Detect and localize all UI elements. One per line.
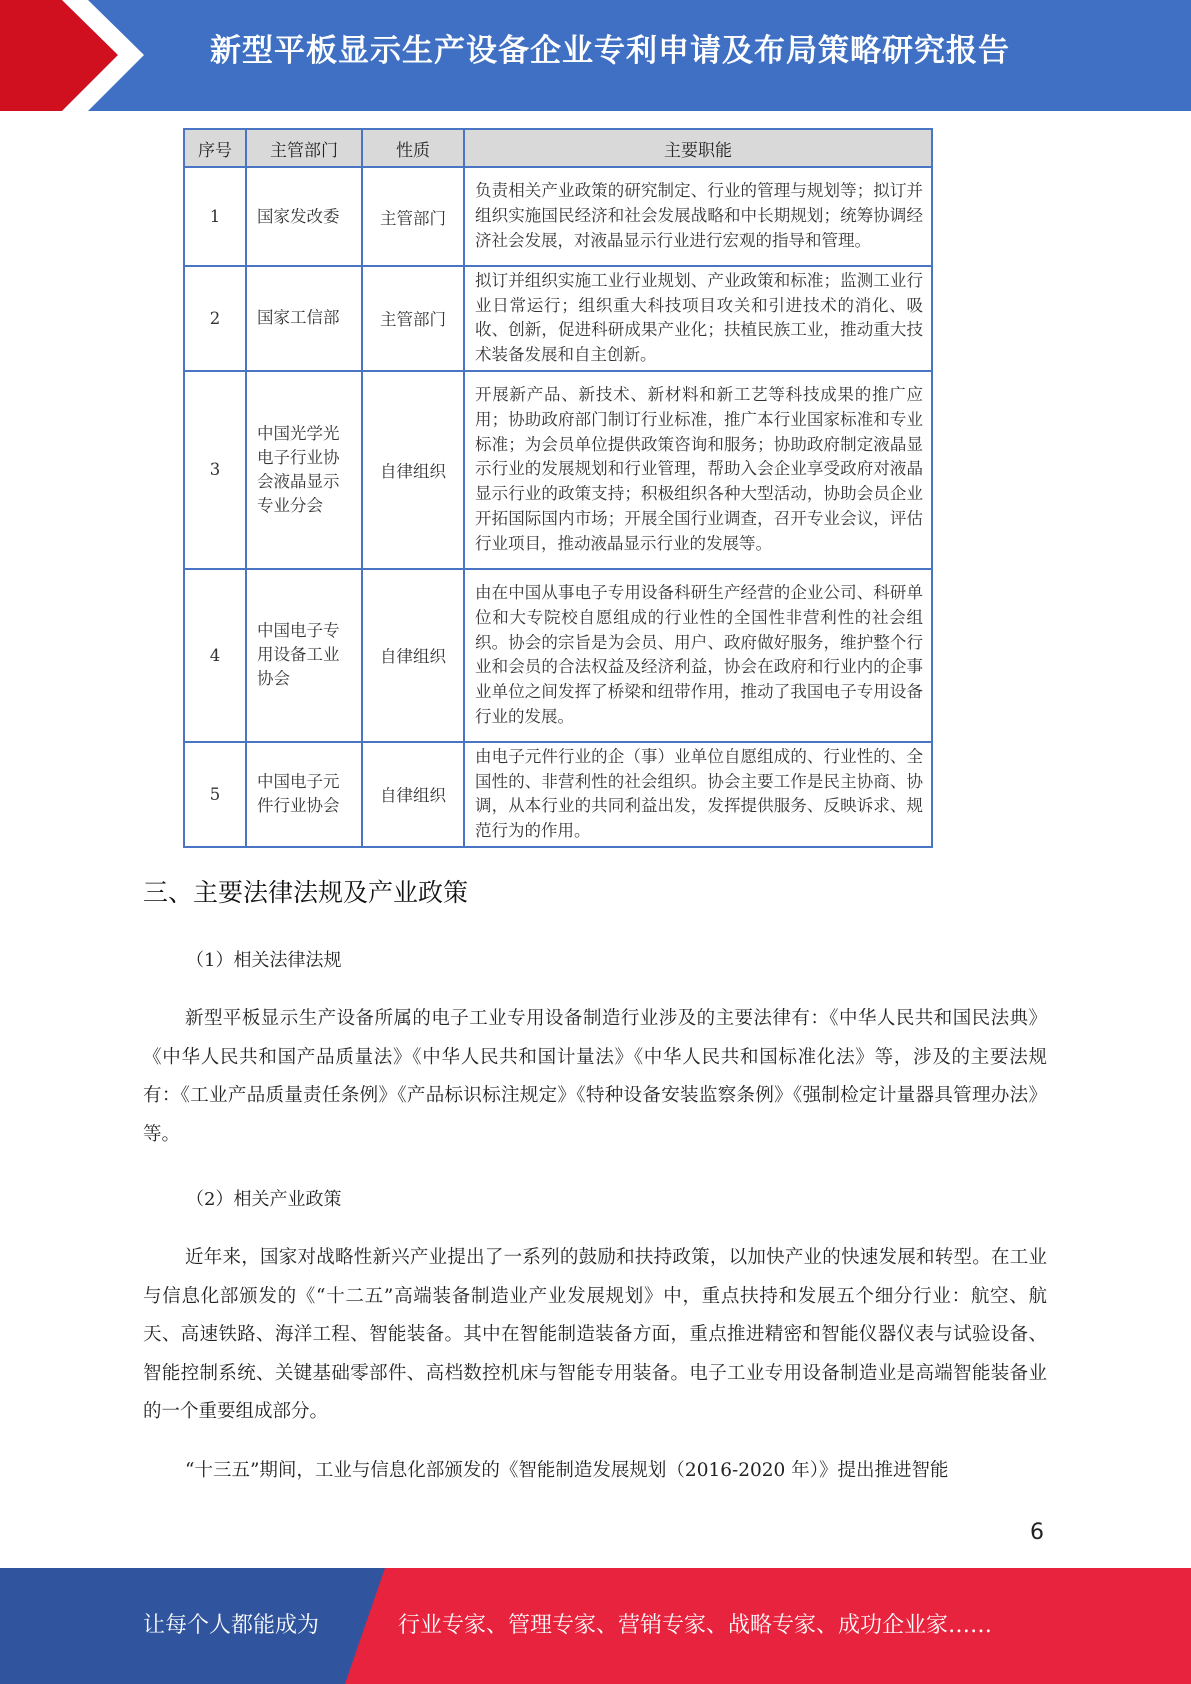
footer-slogan-right: 行业专家、管理专家、营销专家、战略专家、成功企业家……	[398, 1613, 993, 1638]
department-name: 国家工信部	[246, 266, 362, 371]
table-row	[184, 569, 932, 742]
column-header: 主管部门	[246, 129, 362, 167]
org-type: 主管部门	[362, 266, 464, 371]
main-duties: 由在中国从事电子专用设备科研生产经营的企业公司、科研单位和大专院校自愿组成的行业性的全国性非营利性的社会组织。协会的宗旨是为会员、用户、政府做好服务，维护整个行业和会员的合法权益及经济利益，协会在政府和行业内的企事业单位之间发挥了桥梁和纽带作用，推动了我国电子专用设备行业的发展。	[464, 569, 932, 742]
main-duties: 开展新产品、新技术、新材料和新工艺等科技成果的推广应用；协助政府部门制订行业标准，推广本行业国家标准和专业标准；为会员单位提供政策咨询和服务；协助政府制定液晶显示行业的发展规划和行业管理，帮助入会企业享受政府对液晶显示行业的政策支持；积极组织各种大型活动，协助会员企业开拓国际国内市场；开展全国行业调查，召开专业会议，评估行业项目，推动液晶显示行业的发展等。	[464, 371, 932, 569]
main-duties: 拟订并组织实施工业行业规划、产业政策和标准；监测工业行业日常运行；组织重大科技项目攻关和引进技术的消化、吸收、创新，促进科研成果产业化；扶植民族工业，推动重大技术装备发展和自主创新。	[464, 266, 932, 371]
row-number: 4	[184, 569, 246, 742]
table-header-row	[184, 129, 932, 167]
subheading-policy: （2）相关产业政策	[186, 1189, 342, 1210]
org-type: 自律组织	[362, 742, 464, 847]
department-name: 中国电子元件行业协会	[246, 742, 362, 847]
main-duties: 由电子元件行业的企（事）业单位自愿组成的、行业性的、全国性的、非营利性的社会组织。协会主要工作是民主协商、协调，从本行业的共同利益出发，发挥提供服务、反映诉求、规范行为的作用。	[464, 742, 932, 847]
department-name: 中国光学光电子行业协会液晶显示专业分会	[246, 371, 362, 569]
department-name: 国家发改委	[246, 167, 362, 266]
org-type: 自律组织	[362, 569, 464, 742]
section-heading: 三、主要法律法规及产业政策	[143, 878, 469, 907]
page-number: 6	[1030, 1520, 1044, 1545]
org-type: 主管部门	[362, 167, 464, 266]
report-title: 新型平板显示生产设备企业专利申请及布局策略研究报告	[210, 33, 1010, 69]
main-duties: 负责相关产业政策的研究制定、行业的管理与规划等；拟订并组织实施国民经济和社会发展战略和中长期规划；统筹协调经济社会发展，对液晶显示行业进行宏观的指导和管理。	[464, 167, 932, 266]
row-number: 1	[184, 167, 246, 266]
paragraph-laws: 新型平板显示生产设备所属的电子工业专用设备制造行业涉及的主要法律有：《中华人民共和国民法典》《中华人民共和国产品质量法》《中华人民共和国计量法》《中华人民共和国标准化法》等，涉及的主要法规有：《工业产品质量责任条例》《产品标识标注规定》《特种设备安装监察条例》《强制检定计量器具管理办法》等。	[143, 1008, 1047, 1145]
column-header: 性质	[362, 129, 464, 167]
department-name: 中国电子专用设备工业协会	[246, 569, 362, 742]
table-row	[184, 266, 932, 371]
row-number: 2	[184, 266, 246, 371]
table-row	[184, 742, 932, 847]
column-header: 序号	[184, 129, 246, 167]
table-row	[184, 371, 932, 569]
column-header: 主要职能	[464, 129, 932, 167]
page-header	[0, 0, 1191, 111]
footer-slogan-left: 让每个人都能成为	[143, 1613, 320, 1638]
row-number: 3	[184, 371, 246, 569]
org-type: 自律组织	[362, 371, 464, 569]
row-number: 5	[184, 742, 246, 847]
paragraph-13th-plan: “十三五”期间，工业与信息化部颁发的《智能制造发展规划（2016-2020 年）》提出推进智能	[185, 1460, 949, 1481]
paragraph-policy: 近年来，国家对战略性新兴产业提出了一系列的鼓励和扶持政策，以加快产业的快速发展和转型。在工业与信息化部颁发的《“十二五”高端装备制造业产业发展规划》中，重点扶持和发展五个细分行业：航空、航天、高速铁路、海洋工程、智能装备。其中在智能制造装备方面，重点推进精密和智能仪器仪表与试验设备、智能控制系统、关键基础零部件、高档数控机床与智能专用装备。电子工业专用设备制造业是高端智能装备业的一个重要组成部分。	[143, 1247, 1047, 1422]
organization-table	[183, 128, 933, 848]
subheading-laws: （1）相关法律法规	[186, 950, 342, 971]
page-footer	[0, 1568, 1191, 1684]
table-row	[184, 167, 932, 266]
